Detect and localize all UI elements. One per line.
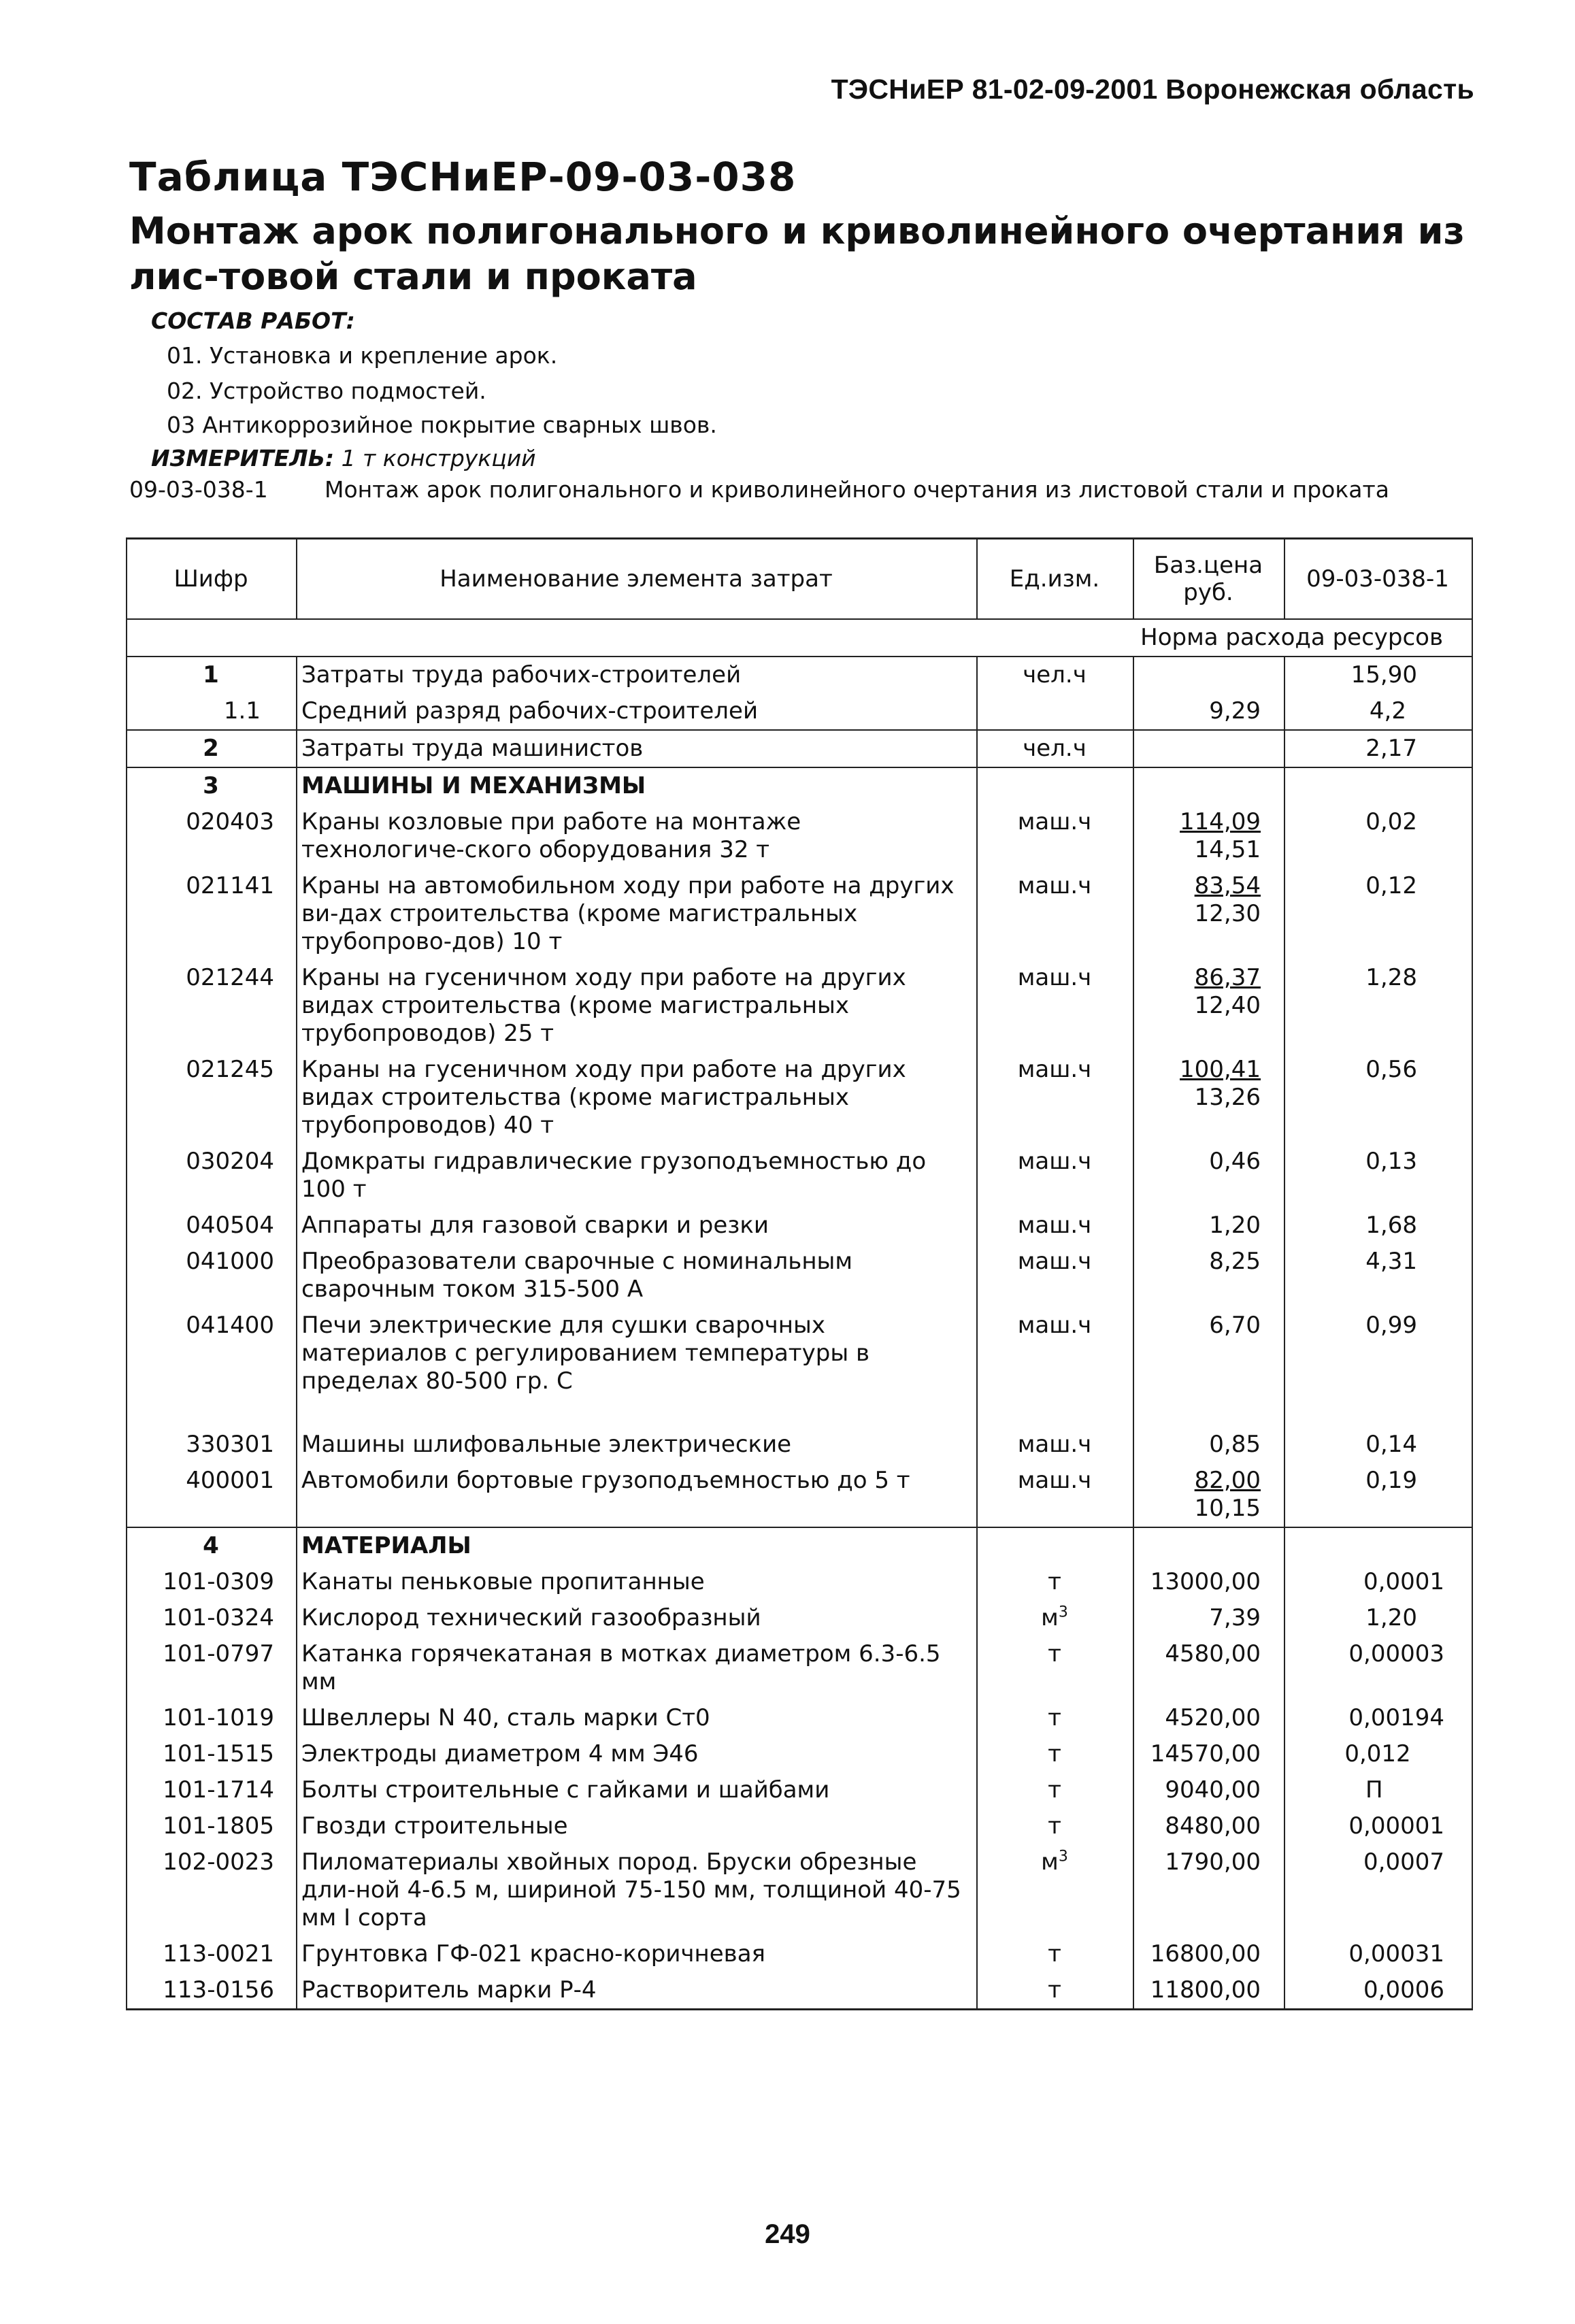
- table-row: [127, 730, 1472, 767]
- row-cipher: 040504: [127, 1208, 297, 1244]
- header-cipher: Шифр: [127, 539, 297, 620]
- row-cipher: 101-1019: [127, 1700, 297, 1736]
- section-title: Монтаж арок полигонального и криволинейного очертания из лис-товой стали и проката: [129, 210, 1465, 298]
- row-unit: [977, 1527, 1133, 1564]
- work-item: 03 Антикоррозийное покрытие сварных швов.: [167, 412, 717, 438]
- row-base-price: 1790,00: [1165, 1848, 1261, 1876]
- row-cipher: 101-0324: [127, 1600, 297, 1636]
- table-row: [127, 1972, 1472, 2010]
- row-base-price: 100,41: [1180, 1056, 1261, 1083]
- row-price: [1133, 1144, 1284, 1208]
- row-name: Катанка горячекатаная в мотках диаметром 6.3-6.5 мм: [297, 1636, 977, 1700]
- row-norm: 2,17: [1284, 730, 1472, 767]
- row-norm: 0,00194: [1284, 1700, 1472, 1736]
- row-unit-value: т: [1048, 1568, 1061, 1595]
- row-norm: 1,68: [1284, 1208, 1472, 1244]
- row-cipher: 030204: [127, 1144, 297, 1208]
- row-name: Автомобили бортовые грузоподъемностью до 5 т: [297, 1463, 977, 1527]
- table-row: [127, 1564, 1472, 1600]
- table-row: [127, 693, 1472, 730]
- row-price: [1133, 693, 1284, 730]
- row-price: [1133, 767, 1284, 804]
- row-unit: [977, 1564, 1133, 1600]
- row-price: [1133, 1772, 1284, 1808]
- row-name: Машины шлифовальные электрические: [297, 1427, 977, 1463]
- row-base-price: 4580,00: [1165, 1640, 1261, 1667]
- row-price: [1133, 1463, 1284, 1527]
- row-name: Грунтовка ГФ-021 красно-коричневая: [297, 1936, 977, 1972]
- row-base-price: 9040,00: [1165, 1776, 1261, 1804]
- row-unit: [977, 1808, 1133, 1844]
- row-price: [1133, 1564, 1284, 1600]
- meter-value: 1 т конструкций: [341, 445, 536, 471]
- row-cipher: 041400: [127, 1308, 297, 1427]
- row-cipher: 4: [127, 1527, 297, 1564]
- table-title: Таблица ТЭСНиЕР-09-03-038: [129, 154, 797, 200]
- row-unit-value: м: [1041, 1604, 1059, 1631]
- header-code: 09-03-038-1: [1284, 539, 1472, 620]
- row-unit: [977, 657, 1133, 693]
- row-base-price: 14570,00: [1150, 1740, 1261, 1767]
- row-price: [1133, 1844, 1284, 1936]
- row-name: Печи электрические для сушки сварочных материалов с регулированием температуры в пределах 80-500 гр. С: [297, 1308, 977, 1427]
- row-unit-value: маш.ч: [1017, 1431, 1092, 1458]
- row-unit-value: маш.ч: [1017, 872, 1092, 899]
- row-norm: 0,19: [1284, 1463, 1472, 1527]
- row-unit: [977, 1936, 1133, 1972]
- row-secondary-price: 10,15: [1194, 1495, 1261, 1522]
- row-unit-value: т: [1048, 1940, 1061, 1968]
- row-name: Средний разряд рабочих-строителей: [297, 693, 977, 730]
- row-unit: [977, 767, 1133, 804]
- row-base-price: 4520,00: [1165, 1704, 1261, 1731]
- row-base-price: 114,09: [1180, 808, 1261, 835]
- table-row: [127, 657, 1472, 693]
- row-unit-value: маш.ч: [1017, 1248, 1092, 1275]
- row-cipher: 021141: [127, 868, 297, 960]
- row-name: Пиломатериалы хвойных пород. Бруски обрезные дли-ной 4-6.5 м, шириной 75-150 мм, толщиной 40-75 мм I сорта: [297, 1844, 977, 1936]
- row-unit: [977, 1844, 1133, 1936]
- row-unit-value: чел.ч: [1023, 661, 1087, 688]
- cubic-superscript: 3: [1058, 1604, 1068, 1621]
- work-code-description: Монтаж арок полигонального и криволинейного очертания из листовой стали и проката: [325, 476, 1389, 503]
- row-cipher: 102-0023: [127, 1844, 297, 1936]
- row-cipher: 2: [127, 730, 297, 767]
- row-price: [1133, 1244, 1284, 1308]
- table-row: [127, 1600, 1472, 1636]
- row-unit: [977, 804, 1133, 868]
- row-price: [1133, 1808, 1284, 1844]
- row-unit: [977, 1636, 1133, 1700]
- row-unit-value: м: [1041, 1848, 1059, 1876]
- row-price: [1133, 1636, 1284, 1700]
- row-unit-value: т: [1048, 1812, 1061, 1840]
- row-cipher: 330301: [127, 1427, 297, 1463]
- row-cipher: 113-0156: [127, 1972, 297, 2010]
- row-unit-value: т: [1048, 1704, 1061, 1731]
- table-row: [127, 960, 1472, 1052]
- work-item: 02. Устройство подмостей.: [167, 378, 486, 404]
- row-name: Швеллеры N 40, сталь марки Ст0: [297, 1700, 977, 1736]
- row-unit: [977, 1972, 1133, 2010]
- row-name: Краны козловые при работе на монтаже технологиче-ского оборудования 32 т: [297, 804, 977, 868]
- row-unit-value: чел.ч: [1023, 735, 1087, 762]
- row-base-price: 6,70: [1209, 1312, 1261, 1339]
- row-norm: 0,13: [1284, 1144, 1472, 1208]
- row-unit-value: маш.ч: [1017, 1056, 1092, 1083]
- row-name: МАТЕРИАЛЫ: [297, 1527, 977, 1564]
- table-row: [127, 1844, 1472, 1936]
- table-row: [127, 1427, 1472, 1463]
- row-norm: 4,31: [1284, 1244, 1472, 1308]
- row-name: Болты строительные с гайками и шайбами: [297, 1772, 977, 1808]
- row-secondary-price: 14,51: [1194, 836, 1261, 863]
- row-name: Аппараты для газовой сварки и резки: [297, 1208, 977, 1244]
- table-row: [127, 1144, 1472, 1208]
- row-unit: [977, 1736, 1133, 1772]
- row-cipher: 021245: [127, 1052, 297, 1144]
- row-base-price: 8,25: [1209, 1248, 1261, 1275]
- row-base-price: 82,00: [1194, 1467, 1261, 1494]
- row-base-price: 9,29: [1209, 697, 1261, 725]
- table-row: [127, 1808, 1472, 1844]
- row-cipher: 1.1: [127, 693, 297, 730]
- row-price: [1133, 657, 1284, 693]
- row-base-price: 83,54: [1194, 872, 1261, 899]
- row-norm: 0,0001: [1284, 1564, 1472, 1600]
- row-unit-value: т: [1048, 1976, 1061, 2004]
- row-price: [1133, 1527, 1284, 1564]
- row-base-price: 11800,00: [1150, 1976, 1261, 2004]
- row-cipher: 101-1805: [127, 1808, 297, 1844]
- row-name: Гвозди строительные: [297, 1808, 977, 1844]
- resource-table: [126, 537, 1473, 2010]
- row-unit: [977, 1463, 1133, 1527]
- row-cipher: 1: [127, 657, 297, 693]
- row-unit-value: т: [1048, 1776, 1061, 1804]
- row-secondary-price: 12,40: [1194, 992, 1261, 1019]
- header-unit: Ед.изм.: [977, 539, 1133, 620]
- row-unit: [977, 1052, 1133, 1144]
- row-name: Электроды диаметром 4 мм Э46: [297, 1736, 977, 1772]
- table-row: [127, 868, 1472, 960]
- row-cipher: 101-0309: [127, 1564, 297, 1600]
- row-norm: 1,20: [1284, 1600, 1472, 1636]
- row-norm: 0,012: [1284, 1736, 1472, 1772]
- row-norm: 0,02: [1284, 804, 1472, 868]
- row-price: [1133, 1427, 1284, 1463]
- row-cipher: 3: [127, 767, 297, 804]
- row-cipher: 041000: [127, 1244, 297, 1308]
- row-unit-value: т: [1048, 1640, 1061, 1667]
- row-price: [1133, 1052, 1284, 1144]
- row-unit: [977, 730, 1133, 767]
- row-norm: П: [1284, 1772, 1472, 1808]
- table-row: [127, 1308, 1472, 1427]
- row-base-price: 8480,00: [1165, 1812, 1261, 1840]
- row-unit: [977, 693, 1133, 730]
- meter-line: [151, 445, 536, 471]
- page-number: 249: [765, 2219, 810, 2249]
- norm-caption-row: [127, 619, 1472, 657]
- row-norm: [1284, 1527, 1472, 1564]
- row-norm: 0,00003: [1284, 1636, 1472, 1700]
- table-row: [127, 1208, 1472, 1244]
- row-unit: [977, 1700, 1133, 1736]
- row-norm: 0,56: [1284, 1052, 1472, 1144]
- row-cipher: 020403: [127, 804, 297, 868]
- row-norm: 0,0007: [1284, 1844, 1472, 1936]
- row-price: [1133, 868, 1284, 960]
- row-unit: [977, 1600, 1133, 1636]
- row-norm: 0,99: [1284, 1308, 1472, 1427]
- row-unit-value: маш.ч: [1017, 964, 1092, 991]
- table-row: [127, 1527, 1472, 1564]
- row-secondary-price: 13,26: [1194, 1084, 1261, 1111]
- row-base-price: 86,37: [1194, 964, 1261, 991]
- row-price: [1133, 730, 1284, 767]
- row-norm: 0,00031: [1284, 1936, 1472, 1972]
- row-norm: 0,14: [1284, 1427, 1472, 1463]
- row-name: Затраты труда машинистов: [297, 730, 977, 767]
- row-price: [1133, 960, 1284, 1052]
- table-row: [127, 1244, 1472, 1308]
- table-row: [127, 1736, 1472, 1772]
- row-price: [1133, 804, 1284, 868]
- code-line: [129, 476, 1389, 503]
- row-unit-value: маш.ч: [1017, 1212, 1092, 1239]
- table-row: [127, 1052, 1472, 1144]
- table-row: [127, 1636, 1472, 1700]
- norm-caption: Норма расхода ресурсов: [1133, 619, 1472, 657]
- row-price: [1133, 1600, 1284, 1636]
- row-cipher: 101-1714: [127, 1772, 297, 1808]
- table-row: [127, 1772, 1472, 1808]
- cubic-superscript: 3: [1058, 1848, 1068, 1865]
- row-price: [1133, 1972, 1284, 2010]
- meter-label: ИЗМЕРИТЕЛЬ:: [151, 445, 335, 471]
- header-name: Наименование элемента затрат: [297, 539, 977, 620]
- row-cipher: 021244: [127, 960, 297, 1052]
- row-base-price: 16800,00: [1150, 1940, 1261, 1968]
- row-unit-value: т: [1048, 1740, 1061, 1767]
- row-norm: 0,12: [1284, 868, 1472, 960]
- work-item: 01. Установка и крепление арок.: [167, 342, 558, 369]
- row-base-price: 1,20: [1209, 1212, 1261, 1239]
- table-row: [127, 1700, 1472, 1736]
- row-norm: [1284, 767, 1472, 804]
- table-row: [127, 1936, 1472, 1972]
- running-header: ТЭСНиЕР 81-02-09-2001 Воронежская область: [831, 73, 1474, 105]
- row-unit: [977, 1772, 1133, 1808]
- row-base-price: 0,46: [1209, 1148, 1261, 1175]
- row-price: [1133, 1208, 1284, 1244]
- row-name: Канаты пеньковые пропитанные: [297, 1564, 977, 1600]
- row-name: Преобразователи сварочные с номинальным сварочным током 315-500 А: [297, 1244, 977, 1308]
- row-name: Краны на гусеничном ходу при работе на других видах строительства (кроме магистральных трубопроводов) 25 т: [297, 960, 977, 1052]
- row-unit: [977, 868, 1133, 960]
- row-base-price: 7,39: [1209, 1604, 1261, 1631]
- table-row: [127, 767, 1472, 804]
- table-row: [127, 1463, 1472, 1527]
- row-name: Растворитель марки Р-4: [297, 1972, 977, 2010]
- row-norm: 15,90: [1284, 657, 1472, 693]
- row-cipher: 400001: [127, 1463, 297, 1527]
- row-name: Кислород технический газообразный: [297, 1600, 977, 1636]
- row-base-price: 0,85: [1209, 1431, 1261, 1458]
- row-cipher: 101-1515: [127, 1736, 297, 1772]
- row-name: Домкраты гидравлические грузоподъемностью до 100 т: [297, 1144, 977, 1208]
- row-unit: [977, 1308, 1133, 1427]
- row-unit: [977, 1144, 1133, 1208]
- row-unit-value: маш.ч: [1017, 1148, 1092, 1175]
- work-code: 09-03-038-1: [129, 476, 268, 503]
- row-norm: 0,0006: [1284, 1972, 1472, 2010]
- work-composition-label: СОСТАВ РАБОТ:: [151, 308, 355, 334]
- row-unit-value: маш.ч: [1017, 1467, 1092, 1494]
- row-base-price: 13000,00: [1150, 1568, 1261, 1595]
- row-cipher: 113-0021: [127, 1936, 297, 1972]
- row-unit: [977, 1244, 1133, 1308]
- row-secondary-price: 12,30: [1194, 900, 1261, 927]
- row-name: Краны на автомобильном ходу при работе на других ви-дах строительства (кроме магистральных трубопрово-дов) 10 т: [297, 868, 977, 960]
- row-cipher: 101-0797: [127, 1636, 297, 1700]
- row-price: [1133, 1736, 1284, 1772]
- row-norm: 4,2: [1284, 693, 1472, 730]
- row-price: [1133, 1700, 1284, 1736]
- row-price: [1133, 1308, 1284, 1427]
- row-name: Краны на гусеничном ходу при работе на других видах строительства (кроме магистральных трубопроводов) 40 т: [297, 1052, 977, 1144]
- row-name: МАШИНЫ И МЕХАНИЗМЫ: [297, 767, 977, 804]
- row-norm: 0,00001: [1284, 1808, 1472, 1844]
- row-norm: 1,28: [1284, 960, 1472, 1052]
- row-unit-value: маш.ч: [1017, 1312, 1092, 1339]
- row-unit: [977, 1208, 1133, 1244]
- row-unit-value: маш.ч: [1017, 808, 1092, 835]
- row-unit: [977, 960, 1133, 1052]
- table-row: [127, 804, 1472, 868]
- row-name: Затраты труда рабочих-строителей: [297, 657, 977, 693]
- header-price: Баз.цена руб.: [1133, 539, 1284, 620]
- row-unit: [977, 1427, 1133, 1463]
- row-price: [1133, 1936, 1284, 1972]
